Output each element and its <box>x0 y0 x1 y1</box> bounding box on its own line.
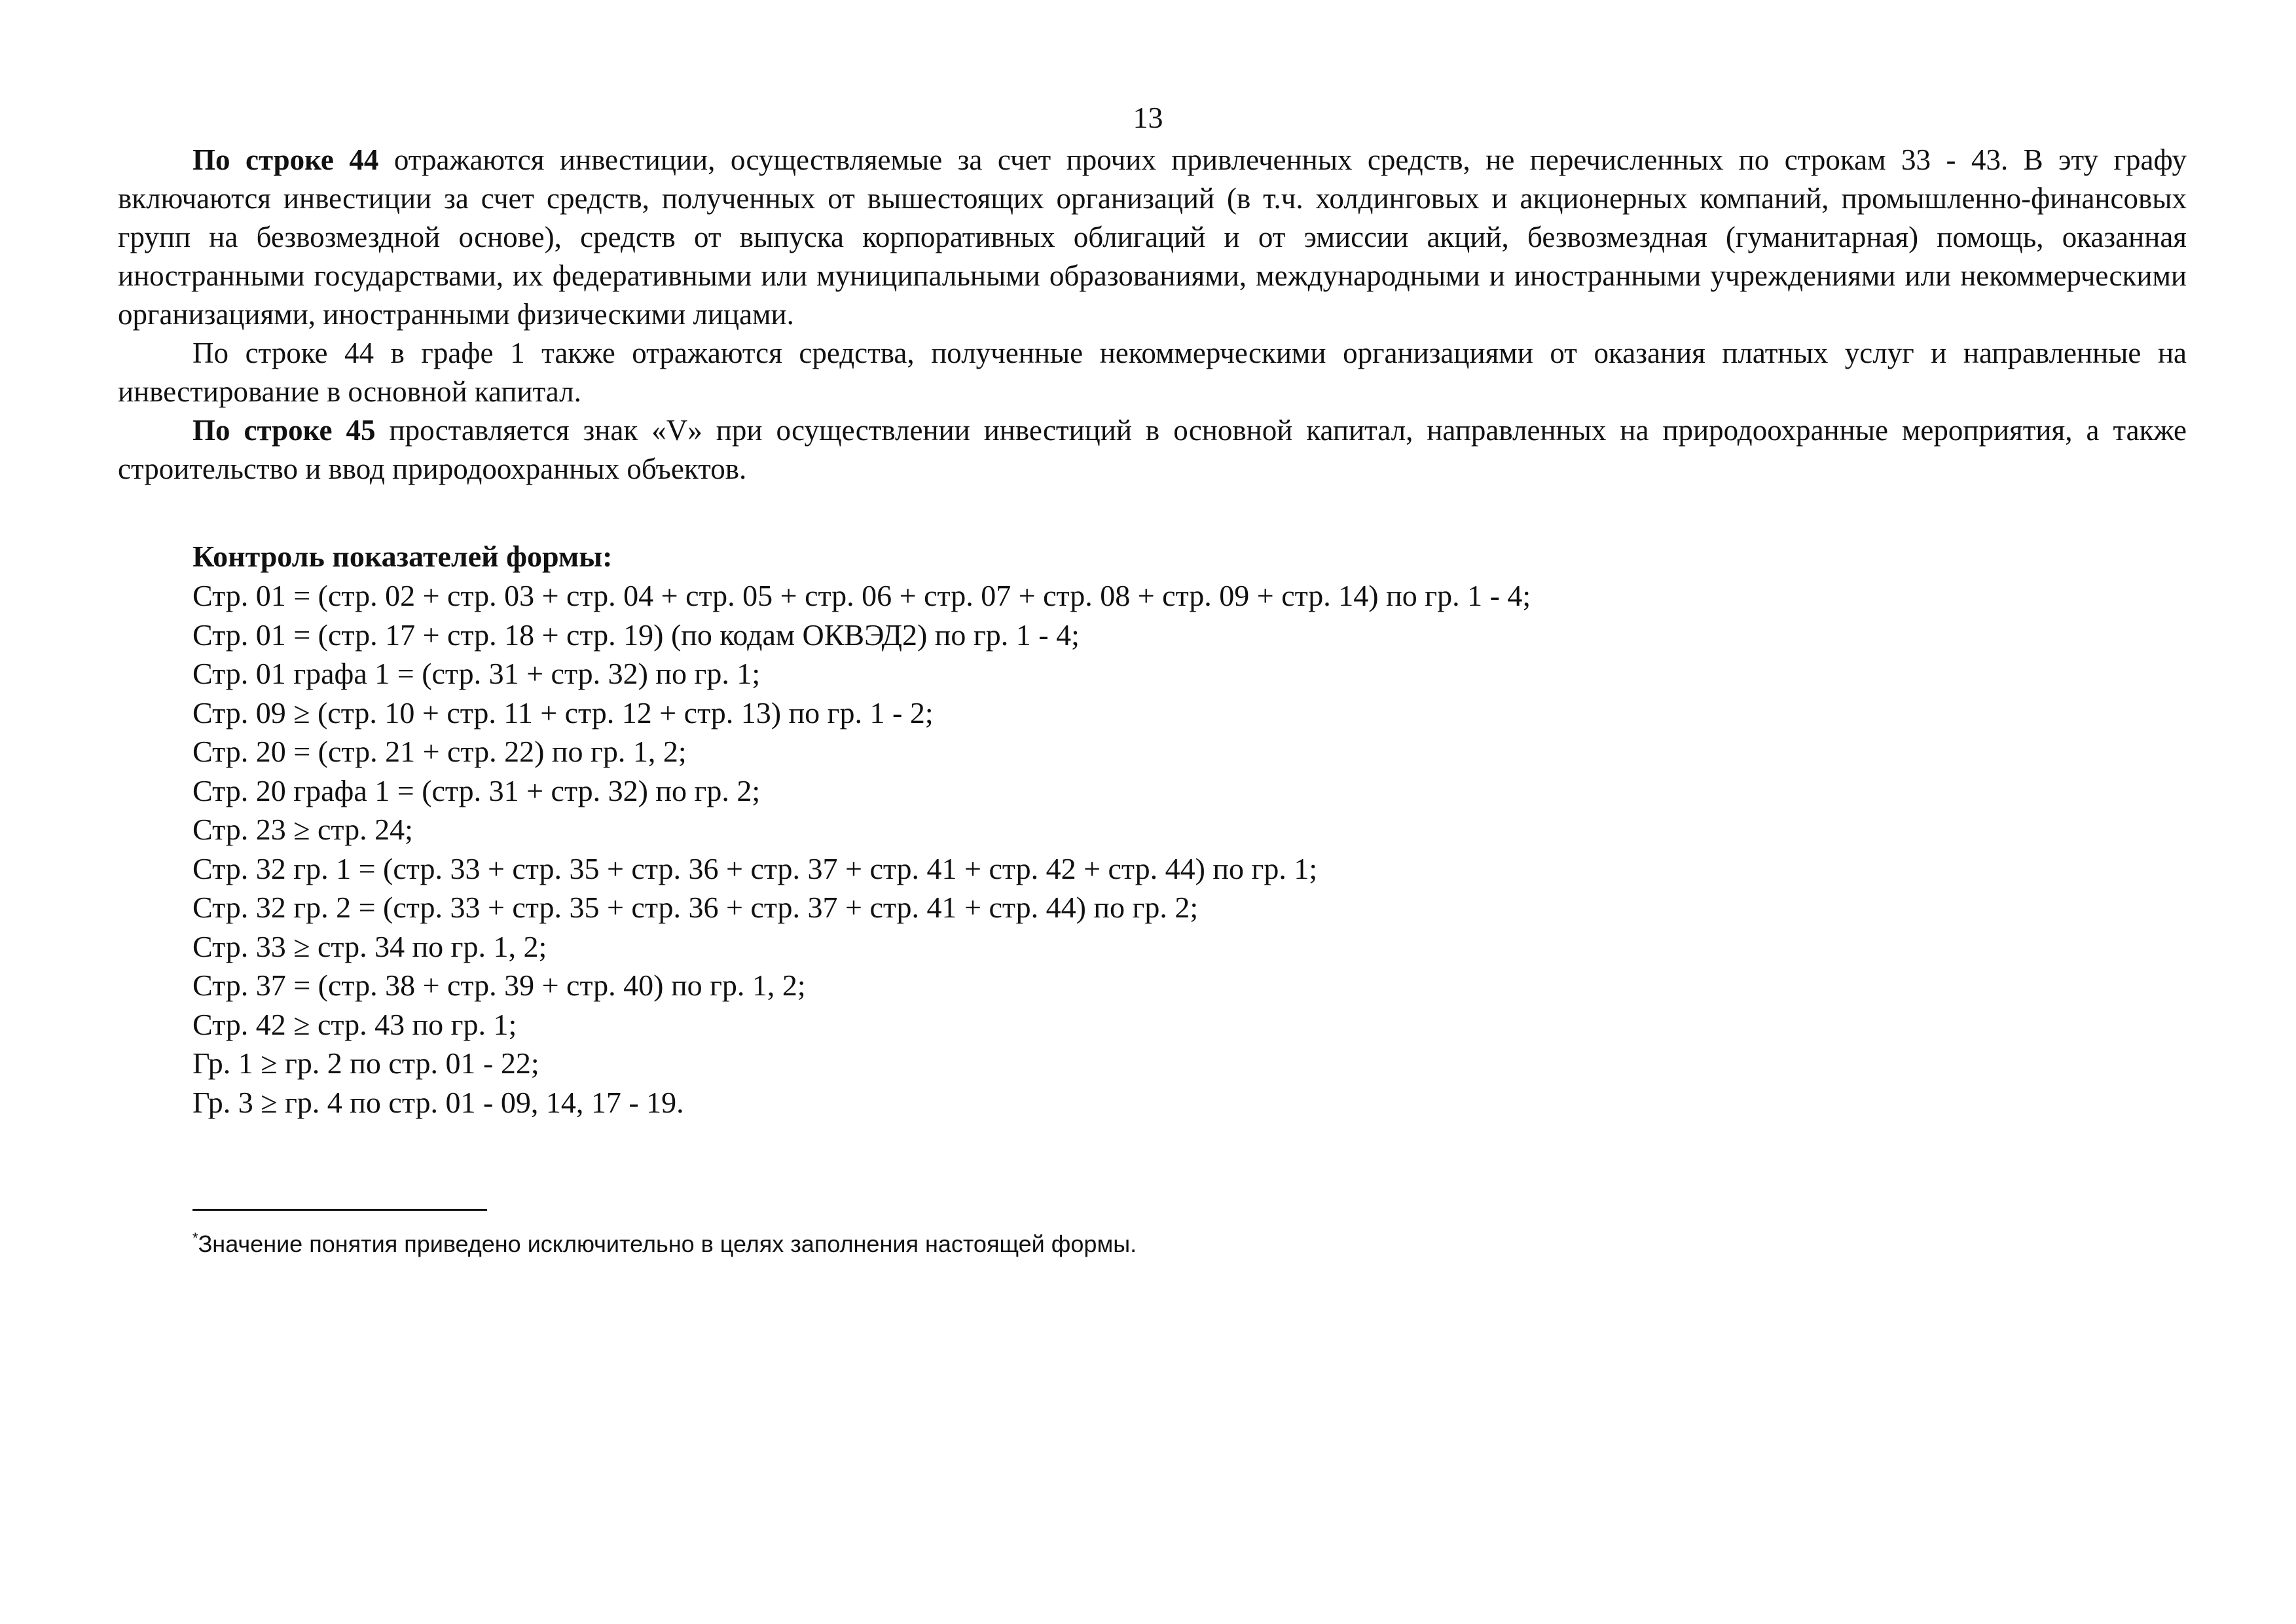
control-rule: Стр. 32 гр. 1 = (стр. 33 + стр. 35 + стр. 36 + стр. 37 + стр. 41 + стр. 42 + стр. 44) по гр. 1; <box>192 851 1318 885</box>
control-rule: Стр. 01 = (стр. 02 + стр. 03 + стр. 04 + стр. 05 + стр. 06 + стр. 07 + стр. 08 + стр. 09 + стр. 14) по гр. 1 - 4; <box>192 579 1531 612</box>
paragraph-line-45 <box>118 411 2187 489</box>
paragraph-text: проставляется знак «V» при осуществлении инвестиций в основной капитал, направленных на природоохранные мероприятия, а также строительство и ввод природоохранных объектов. <box>118 414 2187 485</box>
control-rule: Стр. 01 = (стр. 17 + стр. 18 + стр. 19) (по кодам ОКВЭД2) по гр. 1 - 4; <box>192 618 1080 652</box>
footnote-divider <box>192 1209 487 1211</box>
paragraph-text: отражаются инвестиции, осуществляемые за счет прочих привлеченных средств, не перечисленных по строкам 33 - 43. В эту графу включаются инвестиции за счет средств, полученных от вышестоящих организаций (в т.ч. холдинговых и акционерных компаний, промышленно-финансовых групп на безвозмездной основе), средств от выпуска корпоративных облигаций и от эмиссии акций, безвозмездная (гуманитарная) помощь, оказанная иностранными государствами, их федеративными или муниципальными образованиями, международными и иностранными учреждениями или некоммерческими организациями, иностранными физическими лицами. <box>118 143 2187 331</box>
control-section <box>192 537 2157 1122</box>
paragraph-lead: По строке 45 <box>192 414 376 447</box>
control-rule: Гр. 3 ≥ гр. 4 по стр. 01 - 09, 14, 17 - 19. <box>192 1085 684 1119</box>
control-rule: Гр. 1 ≥ гр. 2 по стр. 01 - 22; <box>192 1046 539 1080</box>
paragraph-text: По строке 44 в графе 1 также отражаются средства, полученные некоммерческими организациями от оказания платных услуг и направленные на инвестирование в основной капитал. <box>118 337 2187 408</box>
control-rule: Стр. 37 = (стр. 38 + стр. 39 + стр. 40) по гр. 1, 2; <box>192 969 806 1002</box>
control-title: Контроль показателей формы: <box>192 540 613 573</box>
paragraph-line-44 <box>118 141 2187 334</box>
control-rule: Стр. 42 ≥ стр. 43 по гр. 1; <box>192 1007 517 1041</box>
control-rule: Стр. 09 ≥ (стр. 10 + стр. 11 + стр. 12 + стр. 13) по гр. 1 - 2; <box>192 695 934 729</box>
footnote <box>192 1222 1137 1261</box>
control-rule: Стр. 32 гр. 2 = (стр. 33 + стр. 35 + стр. 36 + стр. 37 + стр. 41 + стр. 44) по гр. 2; <box>192 891 1199 924</box>
footnote-mark: * <box>192 1230 198 1246</box>
control-rule: Стр. 20 = (стр. 21 + стр. 22) по гр. 1, 2; <box>192 735 687 768</box>
control-rule: Стр. 33 ≥ стр. 34 по гр. 1, 2; <box>192 929 547 963</box>
page-number: 13 <box>1133 101 1163 134</box>
paragraph-line-44-graph-1 <box>118 334 2187 411</box>
control-rule: Стр. 23 ≥ стр. 24; <box>192 813 413 846</box>
footnote-text: Значение понятия приведено исключительно в целях заполнения настоящей формы. <box>198 1230 1137 1257</box>
control-rule: Стр. 20 графа 1 = (стр. 31 + стр. 32) по гр. 2; <box>192 773 761 807</box>
paragraph-lead: По строке 44 <box>192 143 379 176</box>
control-rule: Стр. 01 графа 1 = (стр. 31 + стр. 32) по гр. 1; <box>192 657 761 690</box>
body-text <box>118 141 2187 489</box>
